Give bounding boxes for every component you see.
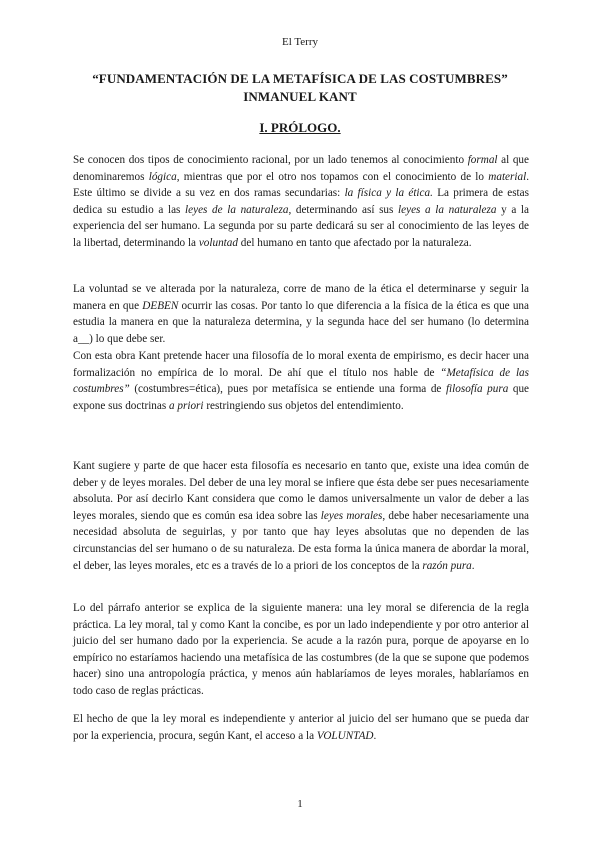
- emphasis-leyes-a-la-naturaleza: leyes a la naturaleza: [398, 203, 497, 216]
- paragraph-6: [73, 711, 529, 744]
- emphasis-leyes-naturaleza: leyes de la naturaleza: [185, 203, 289, 216]
- emphasis-formal: formal: [467, 154, 498, 166]
- text-run: La voluntad se ve alterada por la naturaleza, corre de mano de la ética el determinarse y seguir la manera en que: [73, 283, 529, 312]
- paragraph-5: [73, 600, 529, 700]
- text-run: restringiendo sus objetos del entendimiento.: [203, 399, 404, 412]
- document-title: “FUNDAMENTACIÓN DE LA METAFÍSICA DE LAS COSTUMBRES”: [92, 71, 508, 86]
- paragraph-1: [73, 152, 529, 252]
- text-run: (costumbres=ética), pues por metafísica se entiende una forma de: [129, 383, 446, 396]
- paragraph-3: [73, 348, 529, 414]
- text-run: La primera de estas dedica su estudio a las: [73, 187, 529, 216]
- emphasis-voluntad-caps: VOLUNTAD: [316, 729, 374, 742]
- page-number: 1: [297, 798, 303, 810]
- emphasis-leyes-morales: leyes morales: [320, 509, 383, 522]
- text-run: y a la experiencia del ser humano. La segunda por su parte dedicará su ser al conocimiento de las leyes de la libertad, determinando la: [73, 203, 529, 249]
- emphasis-razon-pura: razón pura: [422, 559, 472, 572]
- text-run: , debe haber necesariamente una necesidad absoluta de seguirlas, y por tanto que hay leyes absolutas que no dependen de las circunstancias del ser humano o de su naturaleza. De esta forma la única manera de abordar la moral, el deber, las leyes morales, etc es a través de lo a priori de los conceptos de la: [73, 509, 529, 572]
- emphasis-voluntad: voluntad: [198, 236, 238, 249]
- text-run: El hecho de que la ley moral es independiente y anterior al juicio del ser humano que se pueda dar por la experiencia, procura, según Kant, el acceso a la: [73, 713, 529, 742]
- paragraph-4: [73, 458, 529, 574]
- text-run: que expone sus doctrinas: [73, 383, 530, 412]
- text-run: Con esta obra Kant pretende hacer una filosofía de lo moral exenta de empirismo, es decir hacer una formalización no empírica de lo moral. De ahí que el título nos hable de: [73, 350, 529, 379]
- text-run: al que denominaremos: [73, 154, 529, 183]
- text-run: del humano en tanto que afectado por la naturaleza.: [237, 236, 472, 249]
- emphasis-filosofia-pura: filosofía pura: [445, 383, 509, 396]
- emphasis-material: material: [488, 170, 527, 183]
- text-run: .: [373, 729, 377, 742]
- text-run: Kant sugiere y parte de que hacer esta filosofía es necesario en tanto que, existe una idea común de deber y de leyes morales. Del deber de una ley moral se infiere que ésta debe ser pues necesariamente absoluta. Por así decirlo Kant considera que como le damos universalmente un valor de deber a las leyes morales, siendo que es común esa idea sobre las: [73, 460, 529, 522]
- paragraph-2: [73, 281, 529, 347]
- text-run: , mientras que por el otro nos topamos con el conocimiento de lo: [176, 170, 489, 183]
- emphasis-fisica-etica: la física y la ética.: [344, 187, 433, 200]
- text-run: Lo del párrafo anterior se explica de la siguiente manera: una ley moral se diferencia de la regla práctica. La ley moral, tal y como Kant la concibe, es por un lado independiente y por otro anterior al juicio del ser humano dado por la experiencia. Se acude a la razón pura, porque de apoyarse en lo empírico no estaríamos haciendo una metafísica de las costumbres (de la que se supone que podemos hacer) sino una antropología práctica, y menos aún hablaríamos de leyes morales, hablaríamos en todo caso de reglas prácticas.: [73, 602, 529, 697]
- text-run: Se conocen dos tipos de conocimiento racional, por un lado tenemos al conocimiento: [73, 154, 468, 166]
- text-run: .: [471, 559, 475, 572]
- text-run: ocurrir las cosas. Por tanto lo que diferencia a la física de la ética es que una estudia la manera en que la naturaleza determina, y la segunda hace del ser humano (lo determina a__) lo que debe ser.: [73, 299, 529, 345]
- text-run: . Este último se divide a su vez en dos ramas secundarias:: [73, 170, 529, 200]
- emphasis-book-title: “Metafísica de las costumbres”: [73, 366, 530, 396]
- page-header-author: El Terry: [282, 36, 318, 48]
- document-author-title: INMANUEL KANT: [243, 89, 357, 104]
- emphasis-deben: DEBEN: [142, 299, 179, 312]
- emphasis-logica: lógica: [148, 170, 177, 183]
- text-run: , determinando así sus: [288, 203, 399, 216]
- emphasis-a-priori: a priori: [169, 399, 204, 412]
- section-heading-prologo: I. PRÓLOGO.: [259, 120, 341, 135]
